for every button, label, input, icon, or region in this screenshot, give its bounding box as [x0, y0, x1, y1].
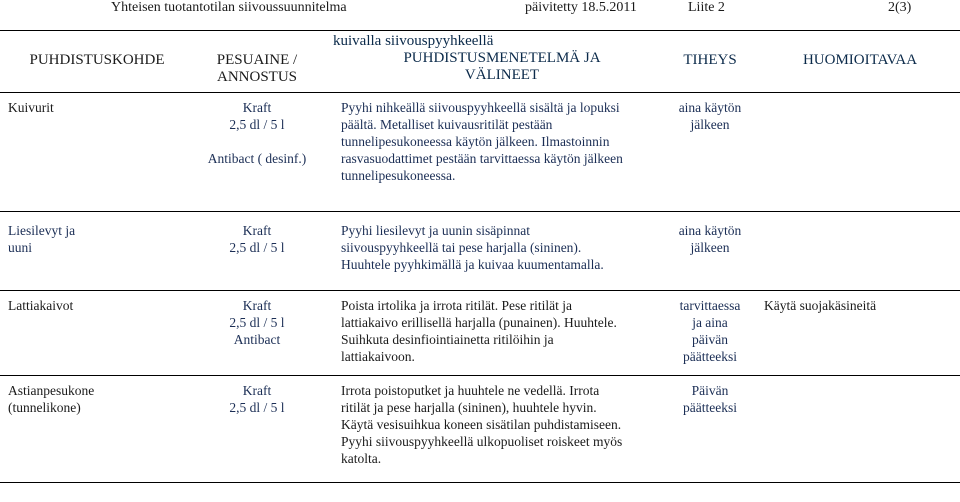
row-frequency — [660, 297, 760, 365]
row-detergent-line: Kraft — [242, 100, 272, 115]
row-detergent-spacer — [195, 133, 319, 150]
column-header-notes: HUOMIOITAVAA — [802, 52, 918, 68]
row-target-line: uuni — [8, 240, 33, 255]
row-method-line: Käytä vesisuihkua koneen sisätilan puhdistamiseen. — [341, 417, 622, 432]
update-date: päivitetty 18.5.2011 — [525, 0, 637, 15]
row-method-line: ritilät ja pese harjalla (sininen), huuhtele hyvin. — [341, 400, 597, 415]
row-divider — [0, 375, 960, 376]
column-header-detergent-line1: PESUAINE / — [216, 52, 298, 68]
row-frequency-line: Päivän — [691, 383, 729, 398]
column-header-method-line1: PUHDISTUSMENETELMÄ JA — [403, 50, 601, 66]
column-header-method — [333, 33, 671, 84]
row-frequency-line: aina käytön — [678, 100, 742, 115]
row-detergent-line: 2,5 dl / 5 l — [229, 400, 285, 415]
row-target — [8, 222, 75, 256]
row-method-line: Huuhtele pyyhkimällä ja kuivaa kuumentamalla. — [341, 257, 604, 272]
row-method-line: lattiakaivoon. — [341, 349, 415, 364]
column-header-method-prefix: kuivalla siivouspyyhkeellä — [333, 33, 494, 49]
row-method-line: katolta. — [341, 451, 382, 466]
document-header — [0, 0, 960, 18]
row-method-line: lattiakaivo erillisellä harjalla (punainen). Huuhtele. — [341, 315, 617, 330]
row-frequency-line: päätteeksi — [683, 349, 737, 364]
row-detergent-line: Kraft — [242, 383, 272, 398]
row-method — [341, 382, 622, 467]
row-method — [341, 99, 623, 184]
row-frequency — [660, 99, 760, 133]
row-method-line: Pyyhi nihkeällä siivouspyyhkeellä sisältä ja lopuksi — [341, 100, 620, 115]
row-notes-line: Käytä suojakäsineitä — [764, 298, 877, 313]
row-target — [8, 297, 73, 314]
row-detergent — [195, 99, 319, 167]
row-method-line: tunnelipesukoneessa käytön jälkeen. Ilmastoinnin — [341, 134, 610, 149]
row-divider — [0, 290, 960, 291]
row-target — [8, 382, 94, 416]
row-method-line: siivouspyyhkeellä tai pese harjalla (sininen). — [341, 240, 582, 255]
row-target-line: Liesilevyt ja — [8, 223, 76, 238]
row-frequency-line: jälkeen — [690, 117, 730, 132]
row-method — [341, 222, 604, 273]
table-bottom-rule — [0, 482, 960, 483]
row-method-line: Irrota poistoputket ja huuhtele ne vedellä. Irrota — [341, 383, 600, 398]
row-detergent-line: Kraft — [242, 223, 272, 238]
row-method-line: Pyyhi siivouspyyhkeellä ulkopuoliset roiskeet myös — [341, 434, 623, 449]
attachment-label: Liite 2 — [688, 0, 725, 15]
column-header-target: PUHDISTUSKOHDE — [29, 52, 165, 68]
row-detergent — [195, 382, 319, 416]
row-method — [341, 297, 617, 365]
row-frequency — [660, 382, 760, 416]
row-target-line: Kuivurit — [8, 100, 54, 115]
row-frequency — [660, 222, 760, 256]
row-method-line: rasvasuodattimet pestään tarvittaessa käytön jälkeen — [341, 151, 623, 166]
row-frequency-line: päätteeksi — [683, 400, 737, 415]
row-detergent-line: Antibact ( desinf.) — [207, 151, 307, 166]
row-frequency-line: jälkeen — [690, 240, 730, 255]
row-detergent-line: 2,5 dl / 5 l — [229, 117, 285, 132]
row-notes — [764, 297, 876, 314]
row-method-line: Pyyhi liesilevyt ja uunin sisäpinnat — [341, 223, 530, 238]
row-frequency-line: aina käytön — [678, 223, 742, 238]
column-header-detergent-line2: ANNOSTUS — [216, 69, 297, 85]
table-top-rule — [0, 30, 960, 31]
header-bottom-rule — [0, 92, 960, 93]
row-target-line: Lattiakaivot — [8, 298, 74, 313]
column-header-frequency: TIHEYS — [683, 52, 737, 68]
row-detergent-line: Kraft — [242, 298, 272, 313]
row-frequency-line: tarvittaessa — [679, 298, 741, 313]
row-method-line: päältä. Metalliset kuivausritilät pestään — [341, 117, 553, 132]
column-header-detergent — [195, 52, 319, 86]
row-frequency-line: päivän — [692, 332, 728, 347]
row-detergent-line: Antibact — [233, 332, 281, 347]
row-target — [8, 99, 54, 116]
row-detergent-line: 2,5 dl / 5 l — [229, 315, 285, 330]
row-detergent — [195, 222, 319, 256]
row-target-line: Astianpesukone — [8, 383, 95, 398]
row-target-line: (tunnelikone) — [8, 400, 81, 415]
row-detergent — [195, 297, 319, 348]
row-divider — [0, 211, 960, 212]
row-frequency-line: ja aina — [692, 315, 728, 330]
row-detergent-line: 2,5 dl / 5 l — [229, 240, 285, 255]
row-method-line: Poista irtolika ja irrota ritilät. Pese ritilät ja — [341, 298, 572, 313]
page-number: 2(3) — [888, 0, 912, 15]
document-title: Yhteisen tuotantotilan siivoussuunnitelma — [111, 0, 347, 15]
row-method-line: tunnelipesukoneessa. — [341, 168, 456, 183]
column-header-method-line2: VÄLINEET — [464, 67, 540, 83]
row-method-line: Suihkuta desinfiointiainetta ritilöihin ja — [341, 332, 554, 347]
